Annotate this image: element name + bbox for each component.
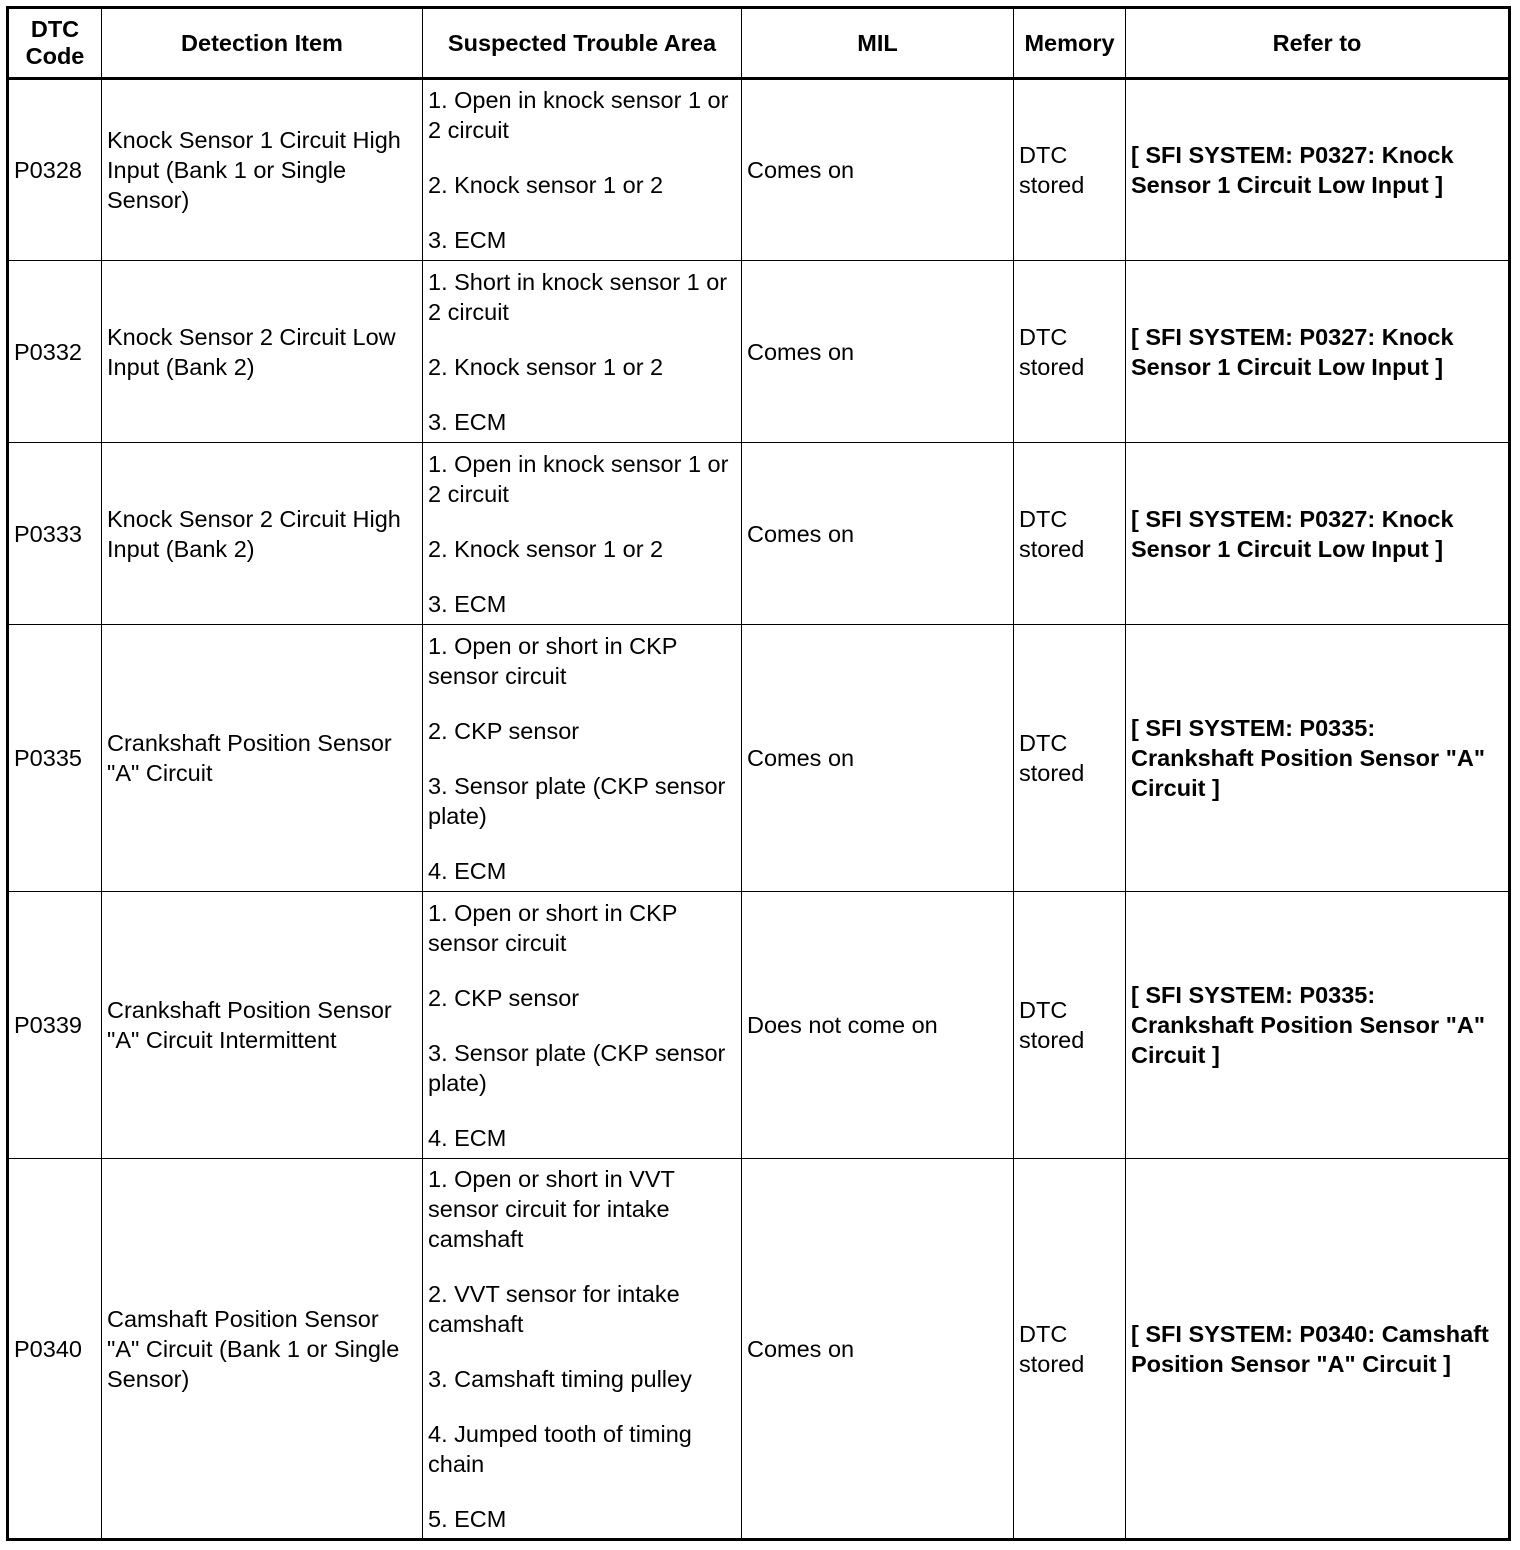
memory-cell: DTC stored — [1014, 1159, 1126, 1540]
refer-to-cell: [ SFI SYSTEM: P0327: Knock Sensor 1 Circuit Low Input ] — [1126, 261, 1510, 443]
detection-item-cell: Crankshaft Position Sensor "A" Circuit Intermittent — [102, 892, 423, 1159]
trouble-item: 2. CKP sensor — [428, 717, 580, 744]
trouble-area-cell — [423, 625, 742, 892]
header-refer-to: Refer to — [1126, 8, 1510, 79]
memory-cell: DTC stored — [1014, 79, 1126, 261]
detection-item-cell: Knock Sensor 1 Circuit High Input (Bank 1 or Single Sensor) — [102, 79, 423, 261]
trouble-item: 1. Open or short in CKP sensor circuit — [428, 899, 678, 956]
table-row — [8, 443, 1510, 625]
refer-to-cell: [ SFI SYSTEM: P0335: Crankshaft Position Sensor "A" Circuit ] — [1126, 625, 1510, 892]
trouble-item: 2. Knock sensor 1 or 2 — [428, 172, 664, 198]
trouble-item: 3. Sensor plate (CKP sensor plate) — [428, 1039, 726, 1096]
header-row — [8, 8, 1510, 79]
table-row — [8, 79, 1510, 261]
dtc-code-cell: P0339 — [8, 892, 102, 1159]
mil-cell: Comes on — [742, 79, 1014, 261]
memory-cell: DTC stored — [1014, 261, 1126, 443]
table-row — [8, 1159, 1510, 1540]
table-row — [8, 892, 1510, 1159]
refer-to-cell: [ SFI SYSTEM: P0340: Camshaft Position Sensor "A" Circuit ] — [1126, 1159, 1510, 1540]
dtc-code-cell: P0340 — [8, 1159, 102, 1540]
trouble-item: 1. Open in knock sensor 1 or 2 circuit — [428, 87, 729, 143]
trouble-area-cell — [423, 79, 742, 261]
trouble-item: 1. Open or short in CKP sensor circuit — [428, 632, 678, 689]
trouble-item: 5. ECM — [428, 1505, 507, 1532]
trouble-item: 3. Camshaft timing pulley — [428, 1365, 692, 1392]
dtc-table — [6, 6, 1511, 1541]
dtc-code-cell: P0332 — [8, 261, 102, 443]
trouble-area-cell — [423, 1159, 742, 1540]
mil-cell: Comes on — [742, 443, 1014, 625]
detection-item-cell: Crankshaft Position Sensor "A" Circuit — [102, 625, 423, 892]
trouble-list — [428, 1164, 736, 1534]
trouble-item: 1. Short in knock sensor 1 or 2 circuit — [428, 268, 728, 325]
trouble-item: 3. ECM — [428, 227, 507, 253]
trouble-list — [428, 85, 736, 255]
trouble-item: 4. Jumped tooth of timing chain — [428, 1420, 692, 1477]
trouble-item: 3. ECM — [428, 408, 507, 435]
header-mil: MIL — [742, 8, 1014, 79]
refer-to-cell: [ SFI SYSTEM: P0327: Knock Sensor 1 Circuit Low Input ] — [1126, 443, 1510, 625]
header-memory: Memory — [1014, 8, 1126, 79]
detection-item-cell: Knock Sensor 2 Circuit Low Input (Bank 2) — [102, 261, 423, 443]
refer-to-cell: [ SFI SYSTEM: P0327: Knock Sensor 1 Circuit Low Input ] — [1126, 79, 1510, 261]
trouble-area-cell — [423, 261, 742, 443]
trouble-item: 3. Sensor plate (CKP sensor plate) — [428, 772, 726, 829]
trouble-item: 4. ECM — [428, 1124, 507, 1151]
trouble-list — [428, 449, 736, 619]
trouble-item: 1. Open in knock sensor 1 or 2 circuit — [428, 450, 729, 507]
trouble-area-cell — [423, 443, 742, 625]
header-dtc-code: DTC Code — [8, 8, 102, 79]
table-row — [8, 261, 1510, 443]
mil-cell: Comes on — [742, 625, 1014, 892]
memory-cell: DTC stored — [1014, 443, 1126, 625]
memory-cell: DTC stored — [1014, 625, 1126, 892]
refer-to-cell: [ SFI SYSTEM: P0335: Crankshaft Position Sensor "A" Circuit ] — [1126, 892, 1510, 1159]
trouble-list — [428, 631, 736, 886]
trouble-item: 2. Knock sensor 1 or 2 — [428, 535, 664, 562]
mil-cell: Does not come on — [742, 892, 1014, 1159]
trouble-item: 2. Knock sensor 1 or 2 — [428, 353, 664, 380]
header-suspected-trouble-area: Suspected Trouble Area — [423, 8, 742, 79]
trouble-item: 2. VVT sensor for intake camshaft — [428, 1280, 680, 1337]
trouble-item: 3. ECM — [428, 590, 507, 617]
table-row — [8, 625, 1510, 892]
mil-cell: Comes on — [742, 261, 1014, 443]
trouble-area-cell — [423, 892, 742, 1159]
mil-cell: Comes on — [742, 1159, 1014, 1540]
trouble-item: 4. ECM — [428, 857, 507, 884]
trouble-list — [428, 898, 736, 1153]
detection-item-cell: Knock Sensor 2 Circuit High Input (Bank 2) — [102, 443, 423, 625]
dtc-code-cell: P0333 — [8, 443, 102, 625]
trouble-item: 1. Open or short in VVT sensor circuit for intake camshaft — [428, 1165, 675, 1252]
dtc-code-cell: P0328 — [8, 79, 102, 261]
memory-cell: DTC stored — [1014, 892, 1126, 1159]
header-detection-item: Detection Item — [102, 8, 423, 79]
detection-item-cell: Camshaft Position Sensor "A" Circuit (Bank 1 or Single Sensor) — [102, 1159, 423, 1540]
trouble-item: 2. CKP sensor — [428, 984, 580, 1011]
trouble-list — [428, 267, 736, 437]
dtc-code-cell: P0335 — [8, 625, 102, 892]
